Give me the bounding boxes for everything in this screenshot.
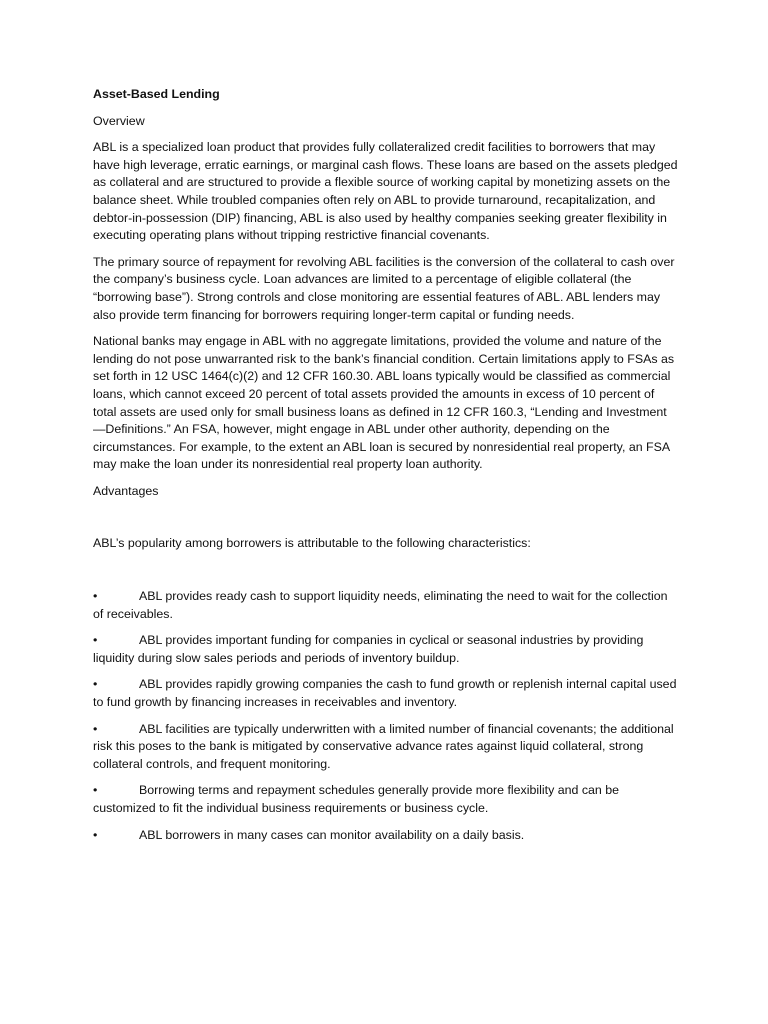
overview-paragraph-2: The primary source of repayment for revolving ABL facilities is the conversion of the collateral to cash over the company’s business cycle. Loan advances are limited to a percentage of eligible collateral (the “borrowing base”). Strong controls and close monitoring are essential features of ABL. ABL lenders may also provide term financing for borrowers requiring longer-term capital or funding needs. [93,254,675,322]
bullet-icon: • [93,633,98,648]
list-item [93,676,678,711]
list-item [93,721,678,774]
overview-heading: Overview [93,113,145,128]
list-item-text: ABL facilities are typically underwritten with a limited number of financial covenants; the additional risk this poses to the bank is mitigated by conservative advance rates against liquid collateral, strong collateral controls, and frequent monitoring. [93,721,674,771]
bullet-icon: • [93,783,98,798]
list-item [93,782,678,817]
list-item [93,827,678,845]
document-page [93,86,678,853]
list-item [93,632,678,667]
list-item-text: ABL borrowers in many cases can monitor availability on a daily basis. [139,827,525,842]
document-title: Asset-Based Lending [93,87,220,101]
bullet-icon: • [93,721,98,736]
advantages-intro: ABL’s popularity among borrowers is attributable to the following characteristics: [93,536,531,551]
overview-paragraph-1: ABL is a specialized loan product that provides fully collateralized credit facilities to borrowers that may have high leverage, erratic earnings, or marginal cash flows. These loans are based on the assets pledged as collateral and are structured to provide a flexible source of working capital by monetizing assets on the balance sheet. While troubled companies often rely on ABL to provide turnaround, recapitalization, and debtor-in-possession (DIP) financing, ABL is also used by healthy companies seeking greater flexibility in executing operating plans without tripping restrictive financial covenants. [93,140,678,243]
overview-paragraph-3: National banks may engage in ABL with no aggregate limitations, provided the volume and nature of the lending do not pose unwarranted risk to the bank’s financial condition. Certain limitations apply to FSAs as set forth in 12 USC 1464(c)(2) and 12 CFR 160.30. ABL loans typically would be classified as commercial loans, which cannot exceed 20 percent of total assets provided the amounts in excess of 10 percent of total assets are used only for small business loans as defined in 12 CFR 160.3, “Lending and Investment—Definitions.” An FSA, however, might engage in ABL under other authority, depending on the circumstances. For example, to the extent an ABL loan is secured by nonresidential real property, an FSA may make the loan under its nonresidential real property loan authority. [93,334,675,472]
list-item-text: Borrowing terms and repayment schedules generally provide more flexibility and can be customized to fit the individual business requirements or business cycle. [93,783,620,815]
list-item-text: ABL provides important funding for companies in cyclical or seasonal industries by providing liquidity during slow sales periods and periods of inventory buildup. [93,633,644,665]
list-item [93,588,678,623]
advantages-heading: Advantages [93,483,159,498]
bullet-icon: • [93,589,98,604]
advantages-list [93,588,678,844]
bullet-icon: • [93,827,98,842]
list-item-text: ABL provides ready cash to support liquidity needs, eliminating the need to wait for the collection of receivables. [93,589,668,621]
bullet-icon: • [93,677,98,692]
list-item-text: ABL provides rapidly growing companies the cash to fund growth or replenish internal capital used to fund growth by financing increases in receivables and inventory. [93,677,677,710]
